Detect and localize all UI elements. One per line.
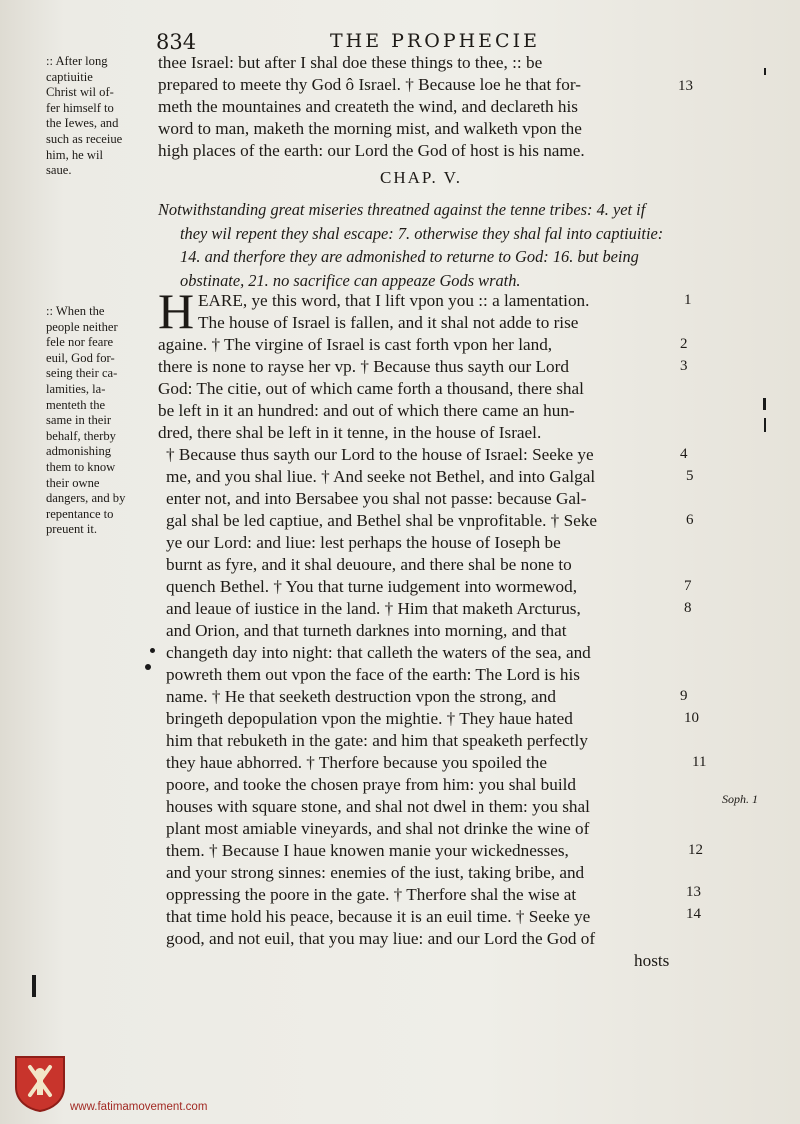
text-line: ye our Lord: and liue: lest perhaps the house of Ioseph be	[166, 533, 561, 552]
running-title: THE PROPHECIE	[330, 30, 540, 52]
text-line: houses with square stone, and shal not dwel in them: you shal	[166, 797, 590, 816]
text-line: gal shal be led captiue, and Bethel shal be vnprofitable. † Seke	[166, 511, 597, 530]
verse-number: 12	[688, 842, 703, 858]
text-line: quench Bethel. † You that turne iudgement into wormewod,	[166, 577, 578, 596]
verse-number: 13	[686, 884, 701, 900]
verse-number: 13	[678, 78, 693, 94]
text-line: name. † He that seeketh destruction vpon the strong, and	[166, 687, 556, 706]
ink-speck	[763, 398, 766, 410]
text-line: dred, there shal be left in it tenne, in the house of Israel.	[158, 423, 542, 442]
margin-note-line: captiuitie	[46, 69, 93, 84]
verse-number: 9	[680, 688, 688, 704]
verse-number: 6	[686, 512, 694, 528]
margin-note-line: dangers, and by	[46, 491, 126, 506]
margin-note-line: same in their	[46, 413, 112, 428]
text-line: powreth them out vpon the face of the earth: The Lord is his	[166, 665, 580, 684]
text-line: meth the mountaines and createth the wind, and declareth his	[158, 97, 578, 116]
drop-cap: H	[158, 283, 195, 339]
text-line: plant most amiable vineyards, and shal not drinke the wine of	[166, 819, 590, 838]
text-line: word to man, maketh the morning mist, and walketh vpon the	[158, 119, 582, 138]
page-number: 834	[156, 30, 197, 54]
text-line: † Because thus sayth our Lord to the house of Israel: Seeke ye	[166, 445, 594, 464]
margin-note-line: fele nor feare	[46, 335, 114, 350]
text-line: oppressing the poore in the gate. † Therfore shal the wise at	[166, 885, 577, 904]
text-line: EARE, ye this word, that I lift vpon you :: a lamentation.	[198, 291, 590, 310]
chapter-heading: CHAP. V.	[380, 168, 462, 187]
text-line: poore, and tooke the chosen praye from him: you shal build	[166, 775, 577, 794]
margin-note-line: seing their ca-	[46, 366, 118, 381]
text-line: be left in it an hundred: and out of which there came an hun-	[158, 401, 575, 420]
ink-speck	[150, 648, 155, 653]
margin-note-line: him, he wil	[46, 147, 104, 162]
ink-speck	[764, 418, 766, 432]
verse-number: 3	[680, 358, 688, 374]
margin-note-line: :: When the	[46, 304, 105, 318]
margin-note-line: people neither	[46, 319, 118, 334]
text-line: changeth day into night: that calleth the waters of the sea, and	[166, 643, 591, 662]
margin-note-line: them to know	[46, 459, 116, 474]
verse-number: 5	[686, 468, 694, 484]
text-line: him that rebuketh in the gate: and him that speaketh perfectly	[166, 731, 588, 750]
margin-note-line: preuent it.	[46, 522, 98, 537]
margin-note-line: repentance to	[46, 506, 114, 521]
margin-note-2	[46, 304, 158, 538]
verse-number: 14	[686, 906, 701, 922]
text-line: and your strong sinnes: enemies of the iust, taking bribe, and	[166, 863, 585, 882]
margin-note-line: Christ wil of-	[46, 85, 114, 100]
verse-number: 11	[692, 754, 707, 770]
ink-speck	[32, 975, 36, 997]
argument-line: they wil repent they shal escape: 7. otherwise they shal fal into captiuitie:	[180, 223, 664, 243]
margin-note-line: menteth the	[46, 397, 106, 412]
text-line: me, and you shal liue. † And seeke not Bethel, and into Galgal	[166, 467, 596, 486]
margin-note-line: :: After long	[46, 54, 108, 68]
text-line: burnt as fyre, and it shal deuoure, and there shal be none to	[166, 555, 572, 574]
fatima-movement-crest-icon	[12, 1053, 68, 1113]
text-line: God: The citie, out of which came forth a thousand, there shal	[158, 379, 584, 398]
margin-note-line: saue.	[46, 163, 72, 178]
margin-note-line: lamities, la-	[46, 381, 106, 396]
text-line: prepared to meete thy God ô Israel. † Because loe he that for-	[158, 75, 581, 94]
margin-note-line: admonishing	[46, 444, 112, 459]
text-line: they haue abhorred. † Therfore because you spoiled the	[166, 753, 548, 772]
margin-note-line: euil, God for-	[46, 350, 115, 365]
margin-note-line: behalf, therby	[46, 428, 116, 443]
text-line: againe. † The virgine of Israel is cast forth vpon her land,	[158, 335, 553, 354]
verse-number: 8	[684, 600, 692, 616]
verse-number: 1	[684, 292, 692, 308]
verse-number: 4	[680, 446, 688, 462]
argument-line: Notwithstanding great miseries threatned against the tenne tribes: 4. yet if	[158, 200, 646, 219]
argument-line: obstinate, 21. no sacrifice can appeaze Gods wrath.	[180, 270, 521, 290]
argument-line: 14. and therfore they are admonished to returne to God: 16. but being	[180, 247, 639, 267]
margin-note-line: such as receiue	[46, 131, 123, 146]
ink-speck	[764, 68, 766, 75]
margin-note-1	[46, 54, 158, 179]
verse-number: 7	[684, 578, 692, 594]
text-line: enter not, and into Bersabee you shal not passe: because Gal-	[166, 489, 587, 508]
text-line: and leaue of iustice in the land. † Him that maketh Arcturus,	[166, 599, 581, 618]
ink-speck	[145, 664, 151, 670]
text-line: that time hold his peace, because it is an euil time. † Seeke ye	[166, 907, 591, 926]
footer-url[interactable]: www.fatimamovement.com	[70, 1101, 208, 1113]
text-line: thee Israel: but after I shal doe these things to thee, :: be	[158, 53, 543, 72]
margin-note-line: their owne	[46, 475, 100, 490]
text-line: good, and not euil, that you may liue: and our Lord the God of	[166, 929, 596, 948]
side-reference: Soph. 1	[722, 792, 758, 806]
text-line: The house of Israel is fallen, and it shal not adde to rise	[198, 313, 579, 332]
text-line: them. † Because I haue knowen manie your wickednesses,	[166, 841, 569, 860]
margin-note-line: fer himself to	[46, 100, 114, 115]
text-line: there is none to rayse her vp. † Because thus sayth our Lord	[158, 357, 569, 376]
margin-note-line: the Iewes, and	[46, 116, 119, 131]
text-line: and Orion, and that turneth darknes into morning, and that	[166, 621, 567, 640]
chapter-argument	[158, 198, 718, 292]
text-line: high places of the earth: our Lord the God of host is his name.	[158, 141, 585, 160]
text-line: bringeth depopulation vpon the mightie. † They haue hated	[166, 709, 573, 728]
verse-number: 2	[680, 336, 688, 352]
verse-number: 10	[684, 710, 699, 726]
text-line: hosts	[634, 951, 670, 970]
